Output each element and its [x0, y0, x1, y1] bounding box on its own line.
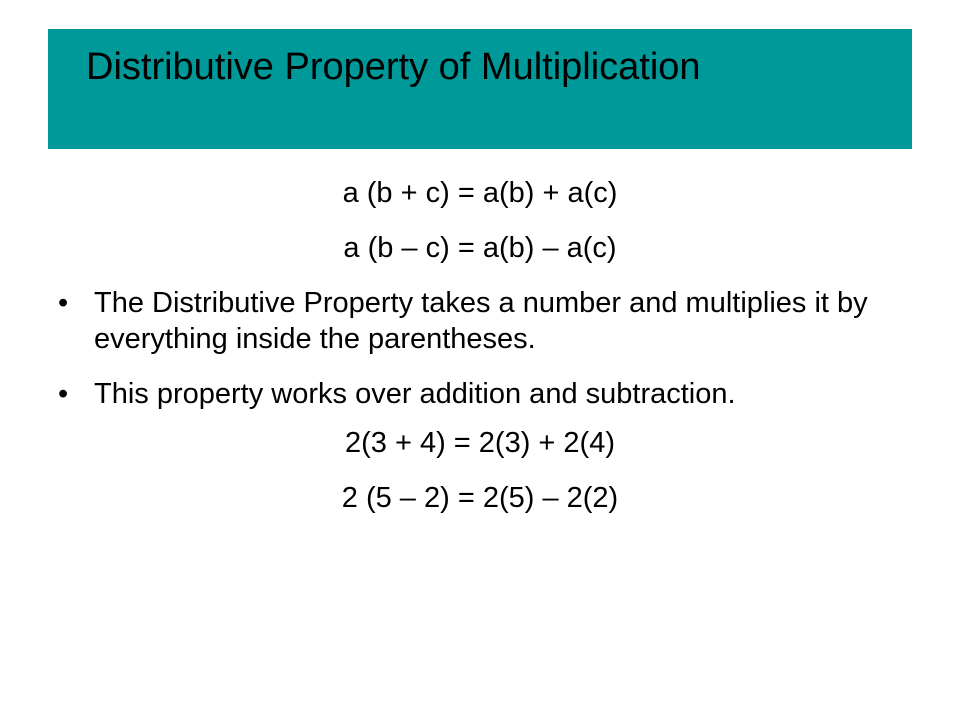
formula-subtraction: a (b – c) = a(b) – a(c)	[343, 232, 617, 264]
slide-title: Distributive Property of Multiplication	[86, 46, 701, 88]
formula-addition: a (b + c) = a(b) + a(c)	[342, 177, 618, 209]
bullet-item	[0, 376, 874, 412]
bullet-marker: •	[58, 378, 69, 410]
slide-body	[0, 175, 960, 516]
bullet-marker: •	[58, 287, 69, 319]
bullet-item	[0, 285, 874, 357]
example-addition: 2(3 + 4) = 2(3) + 2(4)	[345, 427, 615, 459]
bullet-text: The Distributive Property takes a number and multiplies it by everything inside the parentheses.	[94, 287, 868, 355]
example-subtraction: 2 (5 – 2) = 2(5) – 2(2)	[341, 482, 619, 514]
bullet-text: This property works over addition and subtraction.	[94, 378, 736, 410]
